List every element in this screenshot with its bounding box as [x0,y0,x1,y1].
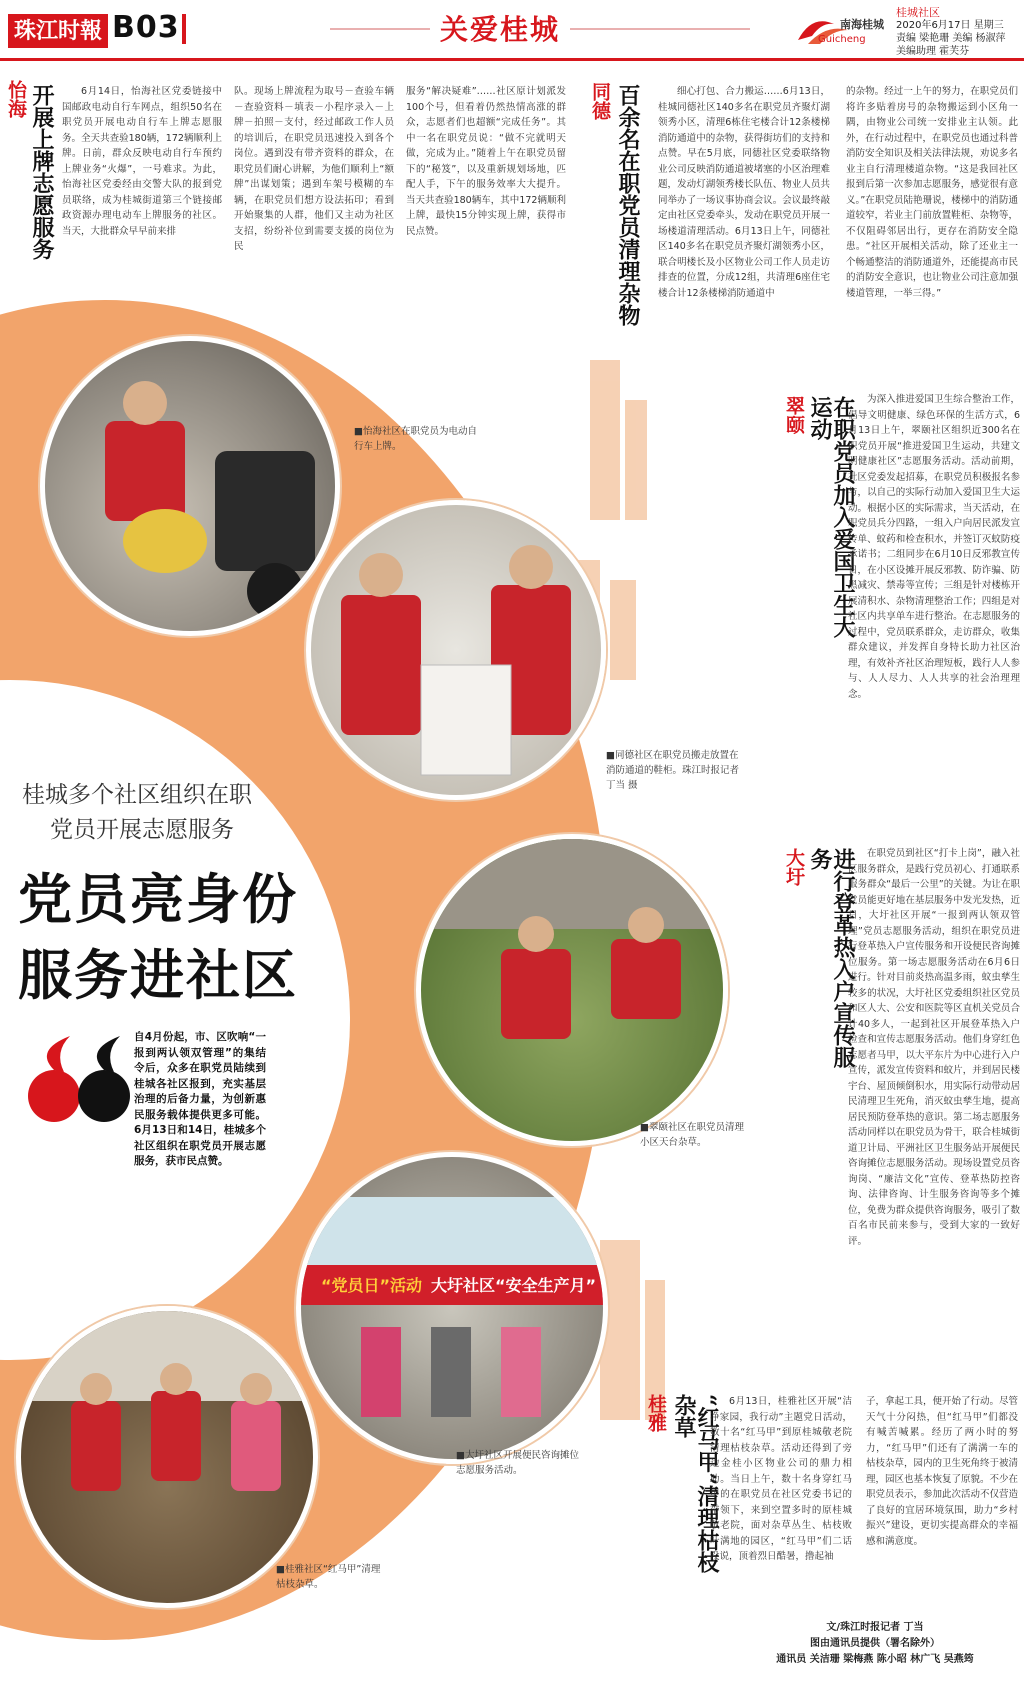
article-tongde-col2: 的杂物。经过一上午的努力，在职党员们将许多贴着房号的杂物搬运到小区角一隅，由物业公司统一安排业主认领。此外，在行动过程中，在职党员也通过科普消防安全知识及相关法律法规，劝说多名业主自行清理楼道杂物。“这是我回社区报到后第一次参加志愿服务，感觉很有意义。”在职党员陆艳珊说，楼梯中的消防通道较窄，若业主门前放置鞋柜、杂物等，不仅阻碍邻居出行，更存在消防安全隐患。“社区开展相关活动，除了还业主一个畅通整洁的消防通道外，还能提高市民的消防安全意识，也让物业公司注意加强楼道管理，一举三得。” [846,86,1018,299]
issue-date: 2020年6月17日 星期三 [896,20,1004,31]
footer-photo-credit: 图由通讯员提供（署名除外） [810,1638,940,1649]
header-rule [0,58,1024,61]
headline-main [18,862,298,1014]
brand-name: 南海桂城 [840,18,884,31]
caption-tongde: ■同德社区在职党员搬走放置在消防通道的鞋柜。珠江时报记者 丁当 摄 [606,750,740,791]
footer-correspondents: 通讯员 关洁珊 梁梅燕 陈小昭 林广飞 吴燕筠 [776,1654,974,1665]
issue-meta [896,6,1022,58]
section-place-dawei: 大圩 [783,848,805,886]
booth-banner-text-2: 大圩社区“安全生产月” [431,1276,597,1295]
caption-yihai: ■怡海社区在职党员为电动自行车上牌。 [354,426,477,452]
editor-credit: 责编 梁艳珊 美编 杨淑萍 [896,33,1006,44]
photo-cuiyi-illustration [421,839,728,1146]
headline-subtitle-line1: 桂城多个社区组织在职 [22,782,252,808]
section-title-cuiyi: 在职党员加入爱国卫生大运动 [807,396,856,638]
section-place-yihai: 怡海 [5,80,27,118]
lead-paragraph: 自4月份起，市、区吹响“一报到两认领双管理”的集结令后，众多在职党员陆续到桂城各社区报到，充实基层治理的后备力量，为创新惠民服务载体提供更多可能。6月13日和14日，桂城多个社区组织在职党员开展志愿服务，获市民点赞。 [134,1031,266,1167]
quote-mark-icon [24,1030,134,1130]
headline-main-line2: 服务进社区 [18,944,298,1007]
section-place-cuiyi: 翠颐 [783,396,805,434]
booth-banner-text-1: “党员日”活动 [321,1276,423,1295]
footer-credits [740,1620,1010,1668]
article-yihai-col3: 服务“解决疑难”……社区原计划派发100个号，但看着仍然热情高涨的群众，志愿者们也超额“完成任务”。其中一名在职党员说：“做不完就明天做，完成为止。”随着上午在职党员留下的“秘笈”，以及重新规划场地，匹配人手，下午的服务效率大大提升。当天共查验180辆车，其中172辆顺利上牌，最快15分钟实现上牌，获得市民点赞。 [406,86,566,237]
headline-main-line1: 党员亮身份 [18,868,298,931]
caption-dawei: ■大圩社区开展便民咨询摊位志愿服务活动。 [456,1450,579,1476]
article-tongde-col1: 细心打包、合力搬运……6月13日，桂城同德社区140多名在职党员齐聚灯湖领秀小区，清理6栋住宅楼合计12条楼梯消防通道中的杂物，获得街坊们的支持和点赞。早在5月底，同德社区党委联络物业公司反映消防通道被堵塞的小区治理难题，发动灯湖领秀楼长队伍、物业人员共同举办了一场议事协商会议。会议最终敲定由社区党委牵头，发动在职党员开展一场楼道清理活动。6月13日上午，同德社区140多名在职党员齐聚灯湖领秀小区，联合明楼长及小区物业公司工作人员走访排查的位置，分成12组，共清理6座住宅楼合计12条楼梯消防通道中 [658,86,830,299]
photo-tongde-shoe-cabinet [306,500,606,800]
section-title: 关爱桂城 [430,8,570,48]
header-divider [182,14,186,44]
photo-yihai-illustration [45,341,340,636]
photo-cuiyi-rooftop [416,834,728,1146]
page-number: B03 [112,10,180,45]
photo-dawei-booth [296,1152,608,1464]
brand-subtitle: Guicheng [818,34,866,45]
section-place-tongde: 同德 [589,82,611,120]
article-cuiyi: 为深入推进爱国卫生综合整治工作，倡导文明健康、绿色环保的生活方式，6月13日上午，翠颐社区组织近300名在职党员开展“推进爱国卫生运动，共建文明健康社区”志愿服务活动。活动前期，社区党委发起招募，在职党员积极报名参与，以自己的实际行动加入爱国卫生大运动。根据小区的实际需求，当天活动，在职党员兵分四路，一组入户向居民派发宣传单、蚊药和检查积水，并签订灭蚊防疫承诺书；二组同步在6月10日反邪教宣传日，在小区设摊开展反邪教、防诈骗、防黑减灾、禁毒等宣传；三组是针对楼栋开展清积水、杂物清理整治工作；四组是对社区内共享单车进行整治。在志愿服务的过程中，党员联系群众，走访群众，收集群众建议，并发挥自身特长助力社区治理，有效补齐社区治理短板，践行人人参与、人人尽力、人人共享的社会治理理念。 [848,394,1020,700]
article-guiya-col1: 6月13日，桂雅社区开展“洁净家园，我行动”主题党日活动，数十名“红马甲”到原桂城敬老院清理枯枝杂草。活动还得到了旁边金桂小区物业公司的鼎力相助。当日上午，数十名身穿红马甲的在职党员在社区党委书记的带领下，来到空置多时的原桂城敬老院，面对杂草丛生、枯枝败叶满地的园区，“红马甲”们二话没说，顶着烈日酷暑，撸起袖 [710,1396,852,1562]
headline-subtitle [22,778,322,848]
photo-guiya-illustration [21,1311,318,1608]
photo-tongde-illustration [311,505,606,800]
section-title-yihai: 开展上牌志愿服务 [29,84,55,260]
photo-yihai-scooter [40,336,340,636]
section-title-dawei: 进行登革热入户宣传服务 [807,848,856,1068]
caption-guiya: ■桂雅社区“红马甲”清理枯枝杂草。 [276,1564,381,1590]
article-yihai-col1: 6月14日，怡海社区党委链接中国邮政电动自行车网点，组织50名在职党员开展电动自行车上牌志愿服务。全天共查验180辆，172辆顺利上牌。日前，群众反映电动自行车预约上牌业务“火爆”，一号难求。为此，怡海社区党委经由交警大队的报到党员联络，成为桂城街道第三个链接邮政资源办理电动车上牌服务的社区。当天，大批群众早早前来排 [62,86,222,237]
article-guiya-col2: 子，拿起工具，便开始了行动。尽管天气十分闷热，但“红马甲”们都没有喊苦喊累。经历了两小时的努力，“红马甲”们还有了满满一车的枯枝杂草，园内的卫生死角终于被清理，园区也基本恢复了原貌。不少在职党员表示，参加此次活动不仅营造了良好的宜居环境氛围，助力“乡村振兴”建设，更切实提高群众的幸福感和满意度。 [866,1396,1018,1547]
column-name: 桂城社区 [896,6,940,19]
assistant-credit: 美编助理 霍芙芬 [896,46,970,57]
section-title-guiya: “红马甲”清理枯枝杂草 [671,1394,720,1574]
photo-dawei-illustration [301,1157,608,1464]
newspaper-logo: 珠江时報 [8,14,108,48]
article-yihai-col2: 队。现场上牌流程为取号－查验车辆－查验资料－填表－小程序录入－上牌－拍照－支付，经过邮政工作人员的培训后，在职党员迅速投入到各个岗位。遇到没有带齐资料的群众，在职党员们耐心讲解，为他们顺利上“额牌”出谋划策；遇到车架号模糊的车辆，在职党员们想方设法拓印；看到开始聚集的人群，他们又主动为社区支招，纷纷补位到需要支援的岗位为民 [234,86,394,252]
caption-cuiyi: ■翠颐社区在职党员清理小区天台杂草。 [640,1122,744,1148]
headline-subtitle-line2: 党员开展志愿服务 [50,817,234,843]
footer-reporter: 文/珠江时报记者 丁当 [826,1622,924,1633]
photo-guiya-weeds [16,1306,318,1608]
article-dawei: 在职党员到社区“打卡上岗”，融入社区服务群众，是践行党员初心、打通联系服务群众“最后一公里”的关键。为让在职党员能更好地在基层服务中发光发热，近日，大圩社区开展“一报到两认领双管理”党员志愿服务活动，组织在职党员进行登革热入户宣传服务和开设便民咨询摊位服务。第一场志愿服务活动在6月6日进行。针对目前炎热高温多雨，蚊虫孳生较多的状况，大圩社区党委组织社区党员和区人大、公安和医院等区直机关党员合计40多人，一起到社区开展登革热入户检查和宣传志愿服务活动。他们身穿红色志愿者马甲，以大平东片为中心进行入户宣传，派发宣传资料和蚊片，并到居民楼宇台、屋顶倾倒积水，用实际行动带动居民清理卫生死角，消灭蚊虫孳生地，提高居民预防登革热的意识。第二场志愿服务活动同样以在职党员为骨干，联合桂城街道卫计局、平洲社区卫生服务站开展便民咨询摊位志愿服务活动。现场设置党员咨询岗、“廉洁文化”宣传、登革热防控咨询、法律咨询、计生服务咨询等多个摊位，免费为群众提供咨询服务，吸引了数百名市民前来参与，受到大家的一致好评。 [848,848,1020,1247]
section-place-guiya: 桂雅 [645,1394,667,1432]
section-title-tongde: 百余名在职党员清理杂物 [615,84,641,326]
